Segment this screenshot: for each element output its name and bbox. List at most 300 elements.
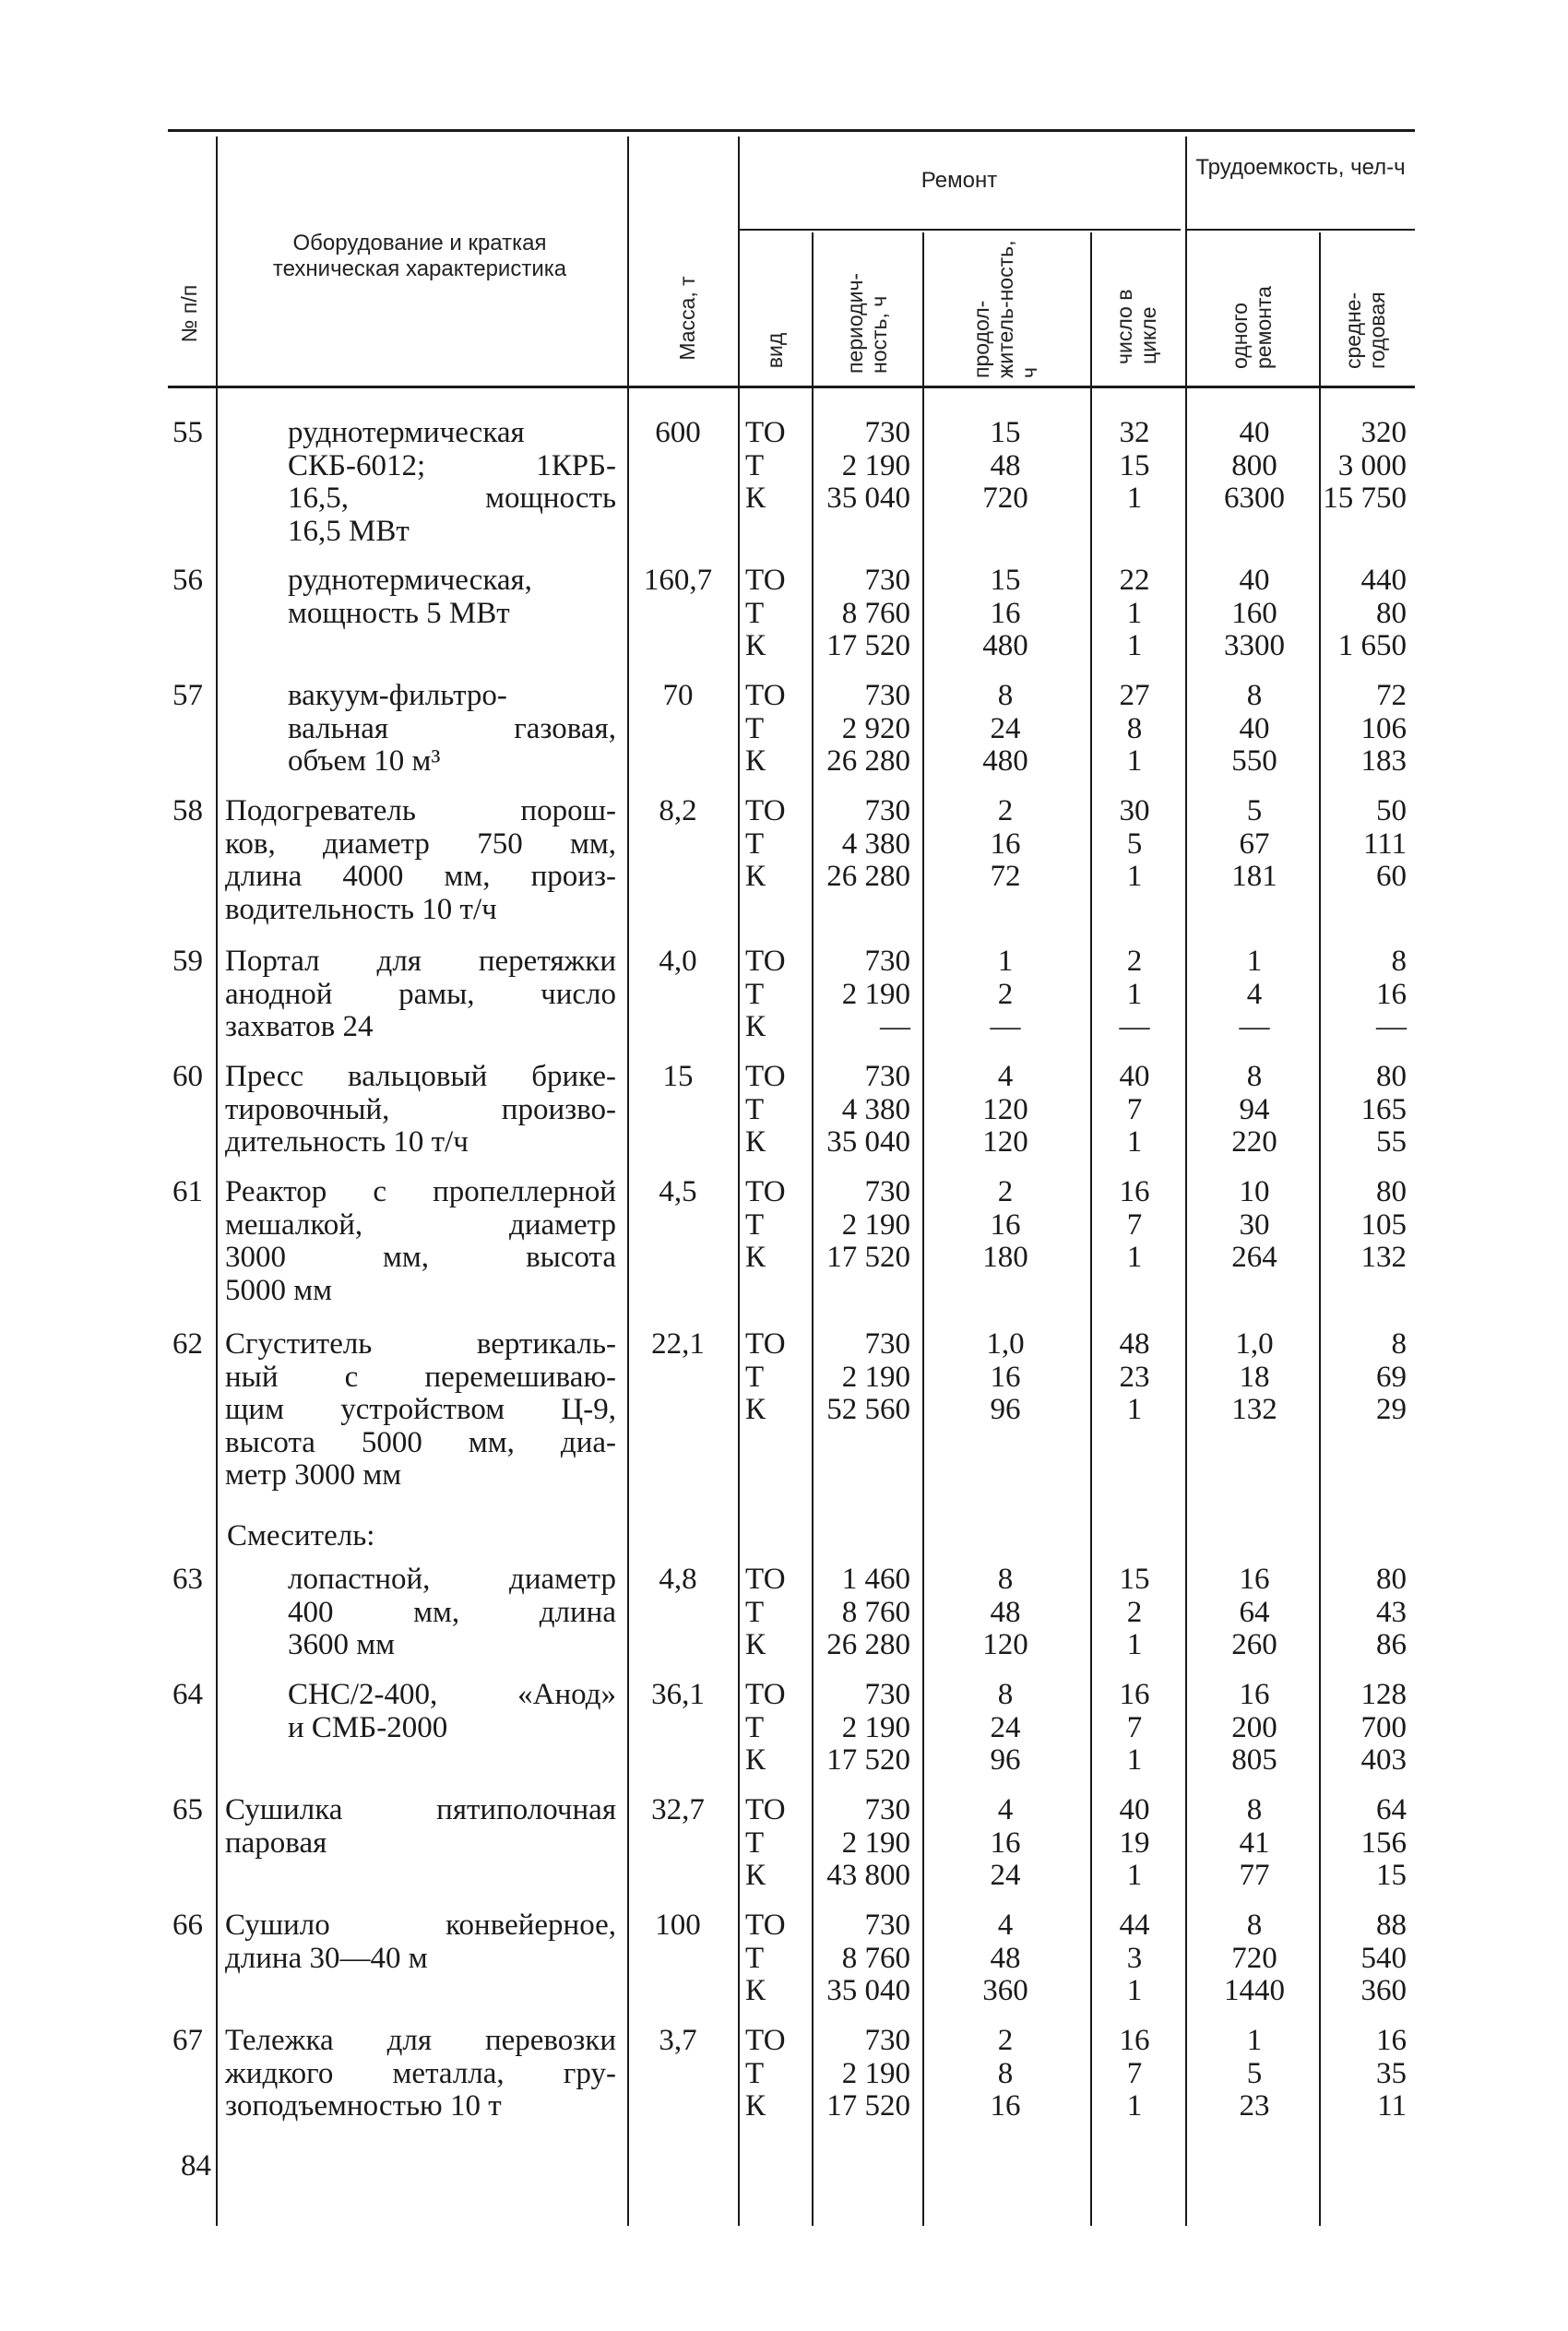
group-title-mixer: Смеситель: <box>227 1519 375 1552</box>
repair-kind-value: ТО <box>745 1678 786 1711</box>
repair-kind <box>745 417 810 516</box>
mass-value: 4,5 <box>659 1175 697 1208</box>
labor-annual <box>1319 1176 1407 1275</box>
labor-annual-value: 156 <box>1360 1826 1407 1860</box>
row-number: 55 <box>172 416 203 449</box>
description-line: Тележка для перевозки <box>225 2024 616 2057</box>
row-number: 57 <box>172 679 203 712</box>
repairs-in-cycle-value: 23 <box>1119 1360 1150 1394</box>
labor-one-repair-value: 6300 <box>1224 482 1285 515</box>
header-mass: Масса, т <box>675 276 699 361</box>
repair-period-value: 730 <box>864 1909 910 1942</box>
mass-value: 4,0 <box>659 945 697 978</box>
description-line: жидкого металла, гру- <box>225 2056 616 2090</box>
labor-one-repair-value: 67 <box>1239 827 1270 861</box>
repair-duration-value: 16 <box>990 1360 1021 1394</box>
repair-period-value: 730 <box>864 679 910 712</box>
labor-annual-value: 64 <box>1376 1793 1407 1826</box>
repairs-in-cycle-value: 7 <box>1126 1092 1143 1126</box>
repair-kind-value: ТО <box>745 794 786 827</box>
repairs-in-cycle-value: 3 <box>1126 1941 1143 1975</box>
labor-annual-value: 15 750 <box>1323 482 1407 515</box>
repairs-in-cycle <box>1088 945 1181 1044</box>
mass-value: 8,2 <box>659 794 697 827</box>
header-one: одного ремонта <box>1228 286 1276 369</box>
repair-duration-value: 2 <box>997 977 1014 1011</box>
repairs-in-cycle-value: 44 <box>1119 1909 1150 1942</box>
repair-period <box>816 2025 910 2123</box>
description-line: вакуум-фильтро- <box>288 679 507 712</box>
repairs-in-cycle <box>1088 1794 1181 1893</box>
repair-period-value: 730 <box>864 2024 910 2057</box>
labor-one-repair-value: 94 <box>1239 1092 1270 1126</box>
description-line: 3600 мм <box>288 1628 396 1661</box>
mass-value: 22,1 <box>651 1327 705 1361</box>
repairs-in-cycle-value: 48 <box>1119 1327 1150 1361</box>
repair-kind-value: ТО <box>745 1175 786 1208</box>
repair-kind-value: К <box>745 860 766 893</box>
repairs-in-cycle-value: 40 <box>1119 1060 1150 1093</box>
repair-duration-value: 1,0 <box>986 1327 1025 1361</box>
repair-duration-value: 72 <box>990 860 1021 893</box>
labor-annual-value: 8 <box>1391 945 1407 978</box>
labor-one-repair-value: 5 <box>1246 794 1263 827</box>
repair-duration-value: 120 <box>982 1628 1028 1661</box>
repair-duration-value: 24 <box>990 1710 1021 1744</box>
repairs-in-cycle-value: 15 <box>1119 1563 1150 1596</box>
labor-one-repair <box>1185 795 1324 894</box>
labor-one-repair <box>1185 1679 1324 1778</box>
repairs-in-cycle <box>1088 795 1181 894</box>
description-line: дительность 10 т/ч <box>225 1125 469 1159</box>
labor-one-repair <box>1185 1794 1324 1893</box>
repair-duration-value: 4 <box>997 1060 1014 1093</box>
labor-one-repair-value: 8 <box>1246 1060 1263 1093</box>
repair-duration-value: 360 <box>982 1974 1028 2007</box>
equipment-description <box>225 1061 616 1160</box>
row-number: 56 <box>172 564 203 597</box>
description-line: СНС/2-400, «Анод» <box>288 1678 616 1711</box>
labor-one-repair-value: 3300 <box>1224 629 1285 662</box>
description-line: мешалкой, диаметр <box>225 1207 616 1242</box>
repairs-in-cycle-value: 22 <box>1119 564 1150 597</box>
repairs-in-cycle <box>1088 1679 1181 1778</box>
labor-one-repair-value: 30 <box>1239 1207 1270 1242</box>
repairs-in-cycle-value: 7 <box>1126 1710 1143 1744</box>
repair-period <box>816 1794 910 1893</box>
labor-one-repair-value: 8 <box>1246 1909 1263 1942</box>
labor-one-repair-value: 64 <box>1239 1595 1270 1629</box>
labor-one-repair <box>1185 1564 1324 1662</box>
repair-duration-value: 2 <box>997 2024 1014 2057</box>
description-line: ный с перемешиваю- <box>225 1360 616 1394</box>
repair-duration <box>922 417 1088 516</box>
labor-annual-value: 80 <box>1376 1060 1407 1093</box>
repair-kind-value: ТО <box>745 2024 786 2057</box>
repair-period <box>816 1061 910 1160</box>
repair-period-value: 730 <box>864 1175 910 1208</box>
repair-kind-value: К <box>745 1859 766 1892</box>
labor-annual-value: 111 <box>1362 827 1407 861</box>
labor-annual-value: 8 <box>1391 1327 1407 1361</box>
repair-period <box>816 795 910 894</box>
repair-kind-value: К <box>745 1743 766 1777</box>
row-number: 66 <box>172 1909 203 1942</box>
repair-period-value: 17 520 <box>826 1241 910 1274</box>
repair-period <box>816 680 910 779</box>
repair-group-rule <box>738 229 1181 231</box>
row-number: 65 <box>172 1793 203 1826</box>
repairs-in-cycle-value: 1 <box>1126 1974 1143 2007</box>
labor-one-repair-value: 800 <box>1231 448 1277 482</box>
repair-kind-value: К <box>745 1125 766 1159</box>
repair-period-value: 26 280 <box>826 744 910 778</box>
repair-kind-value: ТО <box>745 1563 786 1596</box>
repair-kind-value: Т <box>745 827 765 861</box>
repairs-in-cycle-value: 1 <box>1126 596 1143 630</box>
repair-period-value: 2 920 <box>841 711 910 745</box>
repair-duration-value: 8 <box>997 1678 1014 1711</box>
col-divider-mass <box>738 137 740 2226</box>
labor-annual-value: 360 <box>1360 1974 1407 2007</box>
repair-kind <box>745 680 810 779</box>
repair-period-value: 730 <box>864 794 910 827</box>
description-line: высота 5000 мм, диа- <box>225 1425 616 1459</box>
repair-duration-value: 480 <box>982 744 1028 778</box>
labor-annual-value: 15 <box>1376 1859 1407 1892</box>
labor-one-repair-value: 264 <box>1231 1241 1277 1274</box>
repair-kind <box>745 1679 810 1778</box>
repair-duration <box>922 795 1088 894</box>
col-divider-no <box>216 137 218 2226</box>
description-line: объем 10 м³ <box>288 744 441 778</box>
labor-one-repair-value: 1440 <box>1224 1974 1285 2007</box>
equipment-description <box>288 565 616 630</box>
row-number: 58 <box>172 794 203 827</box>
row-number: 60 <box>172 1060 203 1093</box>
repair-period <box>816 1176 910 1275</box>
repair-period <box>816 1564 910 1662</box>
header-avg: средне-годовая <box>1341 291 1389 369</box>
repair-period-value: 52 560 <box>826 1393 910 1426</box>
repair-kind-value: Т <box>745 448 765 482</box>
labor-annual-value: 440 <box>1360 564 1407 597</box>
header-cycle: число в цикле <box>1112 289 1160 364</box>
labor-annual-value: 80 <box>1376 1563 1407 1596</box>
col-divider-kind <box>812 232 814 2226</box>
row-number: 64 <box>172 1678 203 1711</box>
repair-period <box>816 1909 910 2008</box>
repair-duration-value: 15 <box>990 416 1021 449</box>
row-number: 62 <box>172 1327 203 1361</box>
labor-annual-value: 16 <box>1376 977 1407 1011</box>
row-number: 63 <box>172 1563 203 1596</box>
repair-kind-value: Т <box>745 2056 765 2090</box>
description-line: водительность 10 т/ч <box>225 892 497 926</box>
description-line: Реактор с пропеллерной <box>225 1175 616 1208</box>
repairs-in-cycle-value: 2 <box>1126 1595 1143 1629</box>
repair-period <box>816 1679 910 1778</box>
repairs-in-cycle-value: 1 <box>1126 629 1143 662</box>
repair-kind <box>745 1061 810 1160</box>
repair-kind-value: Т <box>745 1826 765 1860</box>
repair-period-value: 43 800 <box>826 1859 910 1892</box>
description-line: Сушило конвейерное, <box>225 1909 616 1942</box>
labor-annual-value: 132 <box>1360 1241 1407 1274</box>
repairs-in-cycle-value: 1 <box>1126 1241 1143 1274</box>
repair-kind-value: ТО <box>745 564 786 597</box>
labor-annual <box>1319 1794 1407 1893</box>
repairs-in-cycle-value: 1 <box>1126 1125 1143 1159</box>
repair-kind-value: Т <box>745 1092 765 1126</box>
labor-one-repair-value: 220 <box>1231 1125 1277 1159</box>
labor-one-repair <box>1185 1061 1324 1160</box>
equipment-description <box>288 1679 616 1744</box>
repair-period-value: 2 190 <box>841 1710 910 1744</box>
labor-one-repair <box>1185 1909 1324 2008</box>
repairs-in-cycle-value: 7 <box>1126 2056 1143 2090</box>
description-line: СКБ-6012; 1КРБ- <box>288 448 616 482</box>
description-line: 3000 мм, высота <box>225 1241 616 1274</box>
repair-duration-value: 2 <box>997 1175 1014 1208</box>
repairs-in-cycle-value: 1 <box>1126 2089 1143 2123</box>
repair-period-value: 2 190 <box>841 977 910 1011</box>
description-line: 5000 мм <box>225 1273 333 1307</box>
repair-period-value: 17 520 <box>826 2089 910 2123</box>
description-line: захватов 24 <box>225 1010 374 1043</box>
labor-group-rule <box>1185 229 1415 231</box>
repair-period-value: 4 380 <box>841 1092 910 1126</box>
repair-period-value: — <box>880 1010 910 1043</box>
labor-annual <box>1319 1679 1407 1778</box>
equipment-description <box>225 1794 616 1860</box>
repair-kind-value: ТО <box>745 679 786 712</box>
labor-one-repair-value: 550 <box>1231 744 1277 778</box>
labor-one-repair-value: 1,0 <box>1235 1327 1274 1361</box>
repair-duration-value: 16 <box>990 1207 1021 1242</box>
description-line: длина 4000 мм, произ- <box>225 860 616 893</box>
repair-kind <box>745 1328 810 1427</box>
repair-period-value: 8 760 <box>841 596 910 630</box>
labor-annual-value: 700 <box>1360 1710 1407 1744</box>
description-line: вальная газовая, <box>288 711 616 745</box>
repair-duration-value: 8 <box>997 2056 1014 2090</box>
repair-kind <box>745 2025 810 2123</box>
description-line: паровая <box>225 1826 327 1860</box>
labor-one-repair-value: 23 <box>1239 2089 1270 2123</box>
repair-period-value: 4 380 <box>841 827 910 861</box>
repairs-in-cycle-value: 1 <box>1126 1393 1143 1426</box>
repair-duration-value: 16 <box>990 596 1021 630</box>
repair-kind-value: ТО <box>745 1793 786 1826</box>
repair-period-value: 35 040 <box>826 1974 910 2007</box>
repair-duration <box>922 1909 1088 2008</box>
labor-annual-value: 540 <box>1360 1941 1407 1975</box>
repair-duration <box>922 1176 1088 1275</box>
labor-annual <box>1319 680 1407 779</box>
repairs-in-cycle-value: 1 <box>1126 1628 1143 1661</box>
header-equipment: Оборудование и краткая техническая характеристика <box>272 231 567 281</box>
labor-annual-value: 43 <box>1376 1595 1407 1629</box>
labor-annual-value: 80 <box>1376 1175 1407 1208</box>
repair-kind-value: Т <box>745 977 765 1011</box>
header-duration: продол-житель-ность, ч <box>969 240 1041 378</box>
repairs-in-cycle-value: 19 <box>1119 1826 1150 1860</box>
repair-kind <box>745 1564 810 1662</box>
header-repair: Ремонт <box>921 168 998 193</box>
repair-period-value: 730 <box>864 1060 910 1093</box>
repair-kind-value: ТО <box>745 1060 786 1093</box>
repair-duration-value: — <box>990 1010 1021 1043</box>
repair-kind <box>745 795 810 894</box>
description-line: 16,5, мощность <box>288 482 616 515</box>
repair-duration <box>922 945 1088 1044</box>
repair-duration <box>922 1061 1088 1160</box>
equipment-description <box>225 1176 616 1307</box>
labor-annual-value: 88 <box>1376 1909 1407 1942</box>
repair-duration-value: 180 <box>982 1241 1028 1274</box>
labor-one-repair <box>1185 945 1324 1044</box>
mass-value: 160,7 <box>643 564 713 597</box>
repair-duration-value: 96 <box>990 1743 1021 1777</box>
repair-duration-value: 15 <box>990 564 1021 597</box>
repair-duration-value: 720 <box>982 482 1028 515</box>
repair-duration-value: 48 <box>990 1595 1021 1629</box>
labor-one-repair-value: 41 <box>1239 1826 1270 1860</box>
repairs-in-cycle-value: — <box>1119 1010 1150 1043</box>
header-period: периодич-ность, ч <box>843 272 891 374</box>
repairs-in-cycle-value: 32 <box>1119 416 1150 449</box>
labor-one-repair-value: 77 <box>1239 1859 1270 1892</box>
mass-value: 3,7 <box>659 2024 697 2057</box>
description-line: Сушилка пятиполочная <box>225 1793 616 1826</box>
labor-one-repair-value: 16 <box>1239 1563 1270 1596</box>
labor-one-repair-value: 40 <box>1239 564 1270 597</box>
repair-kind-value: Т <box>745 1595 765 1629</box>
mass-value: 36,1 <box>651 1678 705 1711</box>
labor-one-repair-value: 5 <box>1246 2056 1263 2090</box>
description-line: 400 мм, длина <box>288 1595 616 1629</box>
repair-duration-value: 2 <box>997 794 1014 827</box>
labor-annual <box>1319 795 1407 894</box>
repair-period-value: 2 190 <box>841 1360 910 1394</box>
repair-kind-value: Т <box>745 711 765 745</box>
labor-annual-value: 16 <box>1376 2024 1407 2057</box>
description-line: тировочный, произво- <box>225 1092 616 1126</box>
repair-duration-value: 120 <box>982 1092 1028 1126</box>
repair-period-value: 730 <box>864 1327 910 1361</box>
repair-kind <box>745 1909 810 2008</box>
labor-one-repair-value: 4 <box>1246 977 1263 1011</box>
repair-period <box>816 1328 910 1427</box>
description-line: лопастной, диаметр <box>288 1563 616 1596</box>
repair-kind-value: К <box>745 1010 766 1043</box>
labor-annual-value: 3 000 <box>1337 448 1407 482</box>
repair-kind-value: Т <box>745 1710 765 1744</box>
labor-annual <box>1319 1909 1407 2008</box>
repair-period-value: 8 760 <box>841 1941 910 1975</box>
description-line: Сгуститель вертикаль- <box>225 1327 616 1361</box>
labor-annual-value: 35 <box>1376 2056 1407 2090</box>
labor-annual-value: 1 650 <box>1337 629 1407 662</box>
labor-annual-value: 50 <box>1376 794 1407 827</box>
labor-one-repair-value: 1 <box>1246 945 1263 978</box>
repair-duration-value: 16 <box>990 2089 1021 2123</box>
labor-one-repair <box>1185 417 1324 516</box>
repair-period-value: 17 520 <box>826 629 910 662</box>
labor-one-repair-value: 16 <box>1239 1678 1270 1711</box>
mass-value: 600 <box>655 416 701 449</box>
header-labor: Трудоемкость, чел-ч <box>1195 155 1406 180</box>
repair-period <box>816 417 910 516</box>
repair-duration-value: 16 <box>990 1826 1021 1860</box>
description-line: длина 30—40 м <box>225 1941 428 1975</box>
description-line: и СМБ-2000 <box>288 1710 448 1744</box>
repair-duration-value: 24 <box>990 711 1021 745</box>
description-line: руднотермическая, <box>288 564 532 597</box>
repair-period-value: 8 760 <box>841 1595 910 1629</box>
repair-kind-value: К <box>745 1628 766 1661</box>
description-line: щим устройством Ц-9, <box>225 1393 616 1426</box>
labor-one-repair-value: 18 <box>1239 1360 1270 1394</box>
description-line: руднотермическая <box>288 416 525 449</box>
repair-period-value: 2 190 <box>841 1207 910 1242</box>
page-number: 84 <box>181 2149 211 2182</box>
description-line: мощность 5 МВт <box>288 596 510 630</box>
labor-one-repair-value: 805 <box>1231 1743 1277 1777</box>
labor-annual-value: 128 <box>1360 1678 1407 1711</box>
repair-kind <box>745 1176 810 1275</box>
labor-one-repair <box>1185 565 1324 663</box>
labor-one-repair <box>1185 680 1324 779</box>
equipment-description <box>225 2025 616 2123</box>
repair-period-value: 730 <box>864 1678 910 1711</box>
repair-kind-value: К <box>745 744 766 778</box>
repair-duration <box>922 2025 1088 2123</box>
repairs-in-cycle <box>1088 1328 1181 1427</box>
labor-annual <box>1319 1328 1407 1427</box>
repair-period <box>816 945 910 1044</box>
repair-duration-value: 24 <box>990 1859 1021 1892</box>
repair-period-value: 1 460 <box>841 1563 910 1596</box>
labor-annual-value: 11 <box>1377 2089 1407 2123</box>
labor-annual-value: 165 <box>1360 1092 1407 1126</box>
labor-one-repair-value: 200 <box>1231 1710 1277 1744</box>
row-number: 61 <box>172 1175 203 1208</box>
labor-annual-value: 72 <box>1376 679 1407 712</box>
repair-period-value: 730 <box>864 1793 910 1826</box>
repair-kind-value: К <box>745 1241 766 1274</box>
repairs-in-cycle-value: 8 <box>1126 711 1143 745</box>
repair-duration-value: 48 <box>990 448 1021 482</box>
repairs-in-cycle-value: 16 <box>1119 1175 1150 1208</box>
mass-value: 100 <box>655 1909 701 1942</box>
repair-kind <box>745 945 810 1044</box>
mass-value: 32,7 <box>651 1793 705 1826</box>
repairs-in-cycle <box>1088 2025 1181 2123</box>
header-kind: вид <box>763 332 787 369</box>
labor-one-repair <box>1185 1176 1324 1275</box>
labor-one-repair-value: — <box>1239 1010 1270 1043</box>
repair-duration <box>922 565 1088 663</box>
repair-period-value: 730 <box>864 416 910 449</box>
repair-kind-value: К <box>745 629 766 662</box>
labor-one-repair-value: 181 <box>1231 860 1277 893</box>
description-line: Пресс вальцовый брике- <box>225 1060 616 1093</box>
repairs-in-cycle-value: 40 <box>1119 1793 1150 1826</box>
repairs-in-cycle-value: 16 <box>1119 1678 1150 1711</box>
repair-kind-value: К <box>745 1393 766 1426</box>
